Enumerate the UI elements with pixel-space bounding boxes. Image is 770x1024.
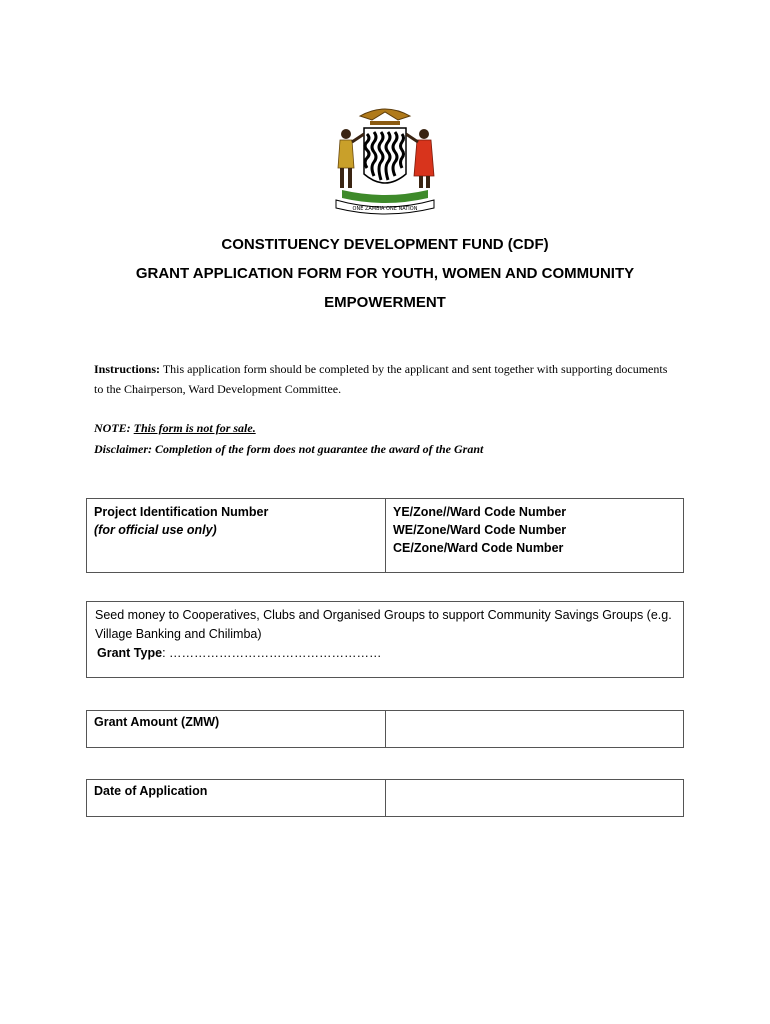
project-id-sublabel: (for official use only) bbox=[94, 523, 217, 537]
grant-type-row[interactable] bbox=[95, 644, 675, 663]
form-title-line-2: GRANT APPLICATION FORM FOR YOUTH, WOMEN AND COMMUNITY bbox=[135, 265, 635, 282]
project-id-cell bbox=[87, 499, 385, 572]
community-code-label: CE/Zone/Ward Code Number bbox=[393, 541, 564, 555]
form-title-line-1: CONSTITUENCY DEVELOPMENT FUND (CDF) bbox=[221, 236, 549, 253]
youth-code-label: YE/Zone//Ward Code Number bbox=[393, 505, 567, 519]
date-of-application-field[interactable] bbox=[386, 780, 683, 816]
eagle-icon bbox=[360, 109, 410, 120]
date-of-application-label: Date of Application bbox=[94, 784, 208, 798]
grant-type-dotted-field[interactable]: : …………………………………………… bbox=[162, 646, 382, 660]
grant-amount-field[interactable] bbox=[386, 711, 683, 747]
grant-type-description: Seed money to Cooperatives, Clubs and Organised Groups to support Community Savings Groups (e.g. Village Banking and Chilimba) bbox=[95, 608, 672, 641]
grant-amount-box bbox=[86, 710, 684, 748]
zambia-coat-of-arms bbox=[330, 104, 440, 216]
date-label-cell bbox=[87, 780, 385, 816]
date-of-application-box bbox=[86, 779, 684, 817]
form-title-line-3: EMPOWERMENT bbox=[324, 294, 446, 311]
project-id-label: Project Identification Number bbox=[94, 505, 269, 519]
women-code-label: WE/Zone/Ward Code Number bbox=[393, 523, 567, 537]
instructions-text: This application form should be completed by the applicant and sent together with supporting documents to the Chairperson, Ward Development Committee. bbox=[94, 362, 668, 396]
grant-amount-label: Grant Amount (ZMW) bbox=[94, 715, 220, 729]
grant-type-label: Grant Type bbox=[97, 646, 163, 660]
instructions bbox=[94, 359, 674, 399]
emblem-motto: ONE ZAMBIA ONE NATION bbox=[352, 206, 418, 212]
project-codes-cell[interactable] bbox=[386, 499, 683, 572]
grant-amount-label-cell bbox=[87, 711, 385, 747]
note bbox=[94, 421, 256, 436]
grant-type-box bbox=[86, 601, 684, 678]
project-identification-box bbox=[86, 498, 684, 573]
instructions-label: Instructions: bbox=[94, 362, 161, 376]
disclaimer: Disclaimer: Completion of the form does not guarantee the award of the Grant bbox=[94, 442, 484, 456]
note-text: This form is not for sale. bbox=[133, 421, 256, 435]
note-label: NOTE: bbox=[94, 421, 131, 435]
